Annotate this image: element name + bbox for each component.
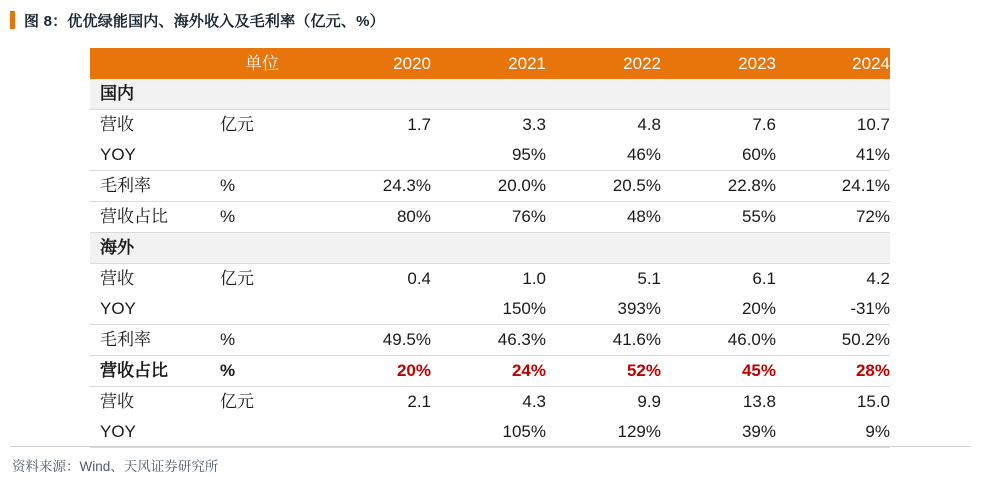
cell-2020: [316, 294, 431, 325]
title-accent-bar: [10, 11, 15, 29]
cell-2023: 55%: [661, 202, 776, 233]
cell-2024: 41%: [776, 140, 890, 171]
cell-2024: 10.7: [856, 115, 890, 134]
th-row-label: [90, 48, 208, 79]
cell-2024: 15.0: [856, 392, 890, 411]
cell-2022: 9.9: [637, 392, 661, 411]
cell-2020: 49.5%: [316, 325, 431, 356]
th-unit: 单位: [208, 48, 316, 79]
cell-2023: 39%: [661, 417, 776, 448]
table-row: [90, 325, 890, 356]
cell-label: 海外: [90, 233, 208, 264]
cell-2020: 0.4: [407, 269, 431, 288]
th-2023: 2023: [661, 48, 776, 79]
financial-table: [90, 48, 890, 448]
cell-unit: [208, 233, 316, 264]
cell-unit: 亿元: [220, 392, 254, 411]
cell-2021: [431, 233, 546, 264]
cell-2022: 41.6%: [546, 325, 661, 356]
table-row: [90, 264, 890, 295]
table-row: [90, 233, 890, 264]
cell-2020: [316, 79, 431, 110]
cell-label: 毛利率: [90, 325, 208, 356]
cell-2022: 5.1: [637, 269, 661, 288]
cell-label: YOY: [90, 140, 208, 171]
cell-2021: [431, 79, 546, 110]
cell-label: YOY: [90, 294, 208, 325]
cell-unit: [208, 79, 316, 110]
table-row: [90, 356, 890, 387]
cell-2020: [316, 140, 431, 171]
table-row: [90, 294, 890, 325]
th-2020: 2020: [316, 48, 431, 79]
table-row: [90, 171, 890, 202]
cell-2023: [661, 79, 776, 110]
cell-unit: 亿元: [220, 115, 254, 134]
table-row: [90, 387, 890, 418]
cell-2023: 60%: [661, 140, 776, 171]
cell-unit: [208, 417, 316, 448]
figure-title-row: [0, 0, 981, 40]
cell-2022: 46%: [546, 140, 661, 171]
cell-label: 营收: [100, 115, 134, 134]
cell-2020: 20%: [316, 356, 431, 387]
table-header-row: [90, 48, 890, 79]
cell-label: 营收占比: [90, 356, 208, 387]
cell-2023: [661, 233, 776, 264]
cell-label: 国内: [90, 79, 208, 110]
cell-2020: 1.7: [407, 115, 431, 134]
cell-2022: 393%: [546, 294, 661, 325]
cell-2024: 4.2: [866, 269, 890, 288]
cell-2023: 20%: [661, 294, 776, 325]
table-body: [90, 79, 890, 448]
cell-unit: %: [208, 171, 316, 202]
cell-2024: 72%: [776, 202, 890, 233]
cell-2022: 129%: [546, 417, 661, 448]
th-2024: 2024: [776, 48, 890, 79]
cell-2022: 20.5%: [546, 171, 661, 202]
cell-2024: [776, 79, 890, 110]
cell-label: 营收占比: [90, 202, 208, 233]
table-header: [90, 48, 890, 79]
cell-2024: [776, 233, 890, 264]
cell-unit: %: [208, 202, 316, 233]
cell-unit: %: [208, 356, 316, 387]
cell-2021: 3.3: [522, 115, 546, 134]
source-note: 资料来源：Wind、天风证券研究所: [12, 459, 219, 474]
table-row: [90, 79, 890, 110]
cell-2020: [316, 417, 431, 448]
cell-2023: 7.6: [752, 115, 776, 134]
cell-2021: 46.3%: [431, 325, 546, 356]
cell-2021: 95%: [431, 140, 546, 171]
table-row: [90, 110, 890, 141]
table-row: [90, 202, 890, 233]
cell-2024: 9%: [776, 417, 890, 448]
cell-label: YOY: [90, 417, 208, 448]
cell-unit: %: [208, 325, 316, 356]
cell-2021: 4.3: [522, 392, 546, 411]
cell-unit: 亿元: [220, 269, 254, 288]
cell-2021: 1.0: [522, 269, 546, 288]
cell-2023: 13.8: [742, 392, 776, 411]
cell-unit: [208, 140, 316, 171]
cell-2020: 80%: [316, 202, 431, 233]
page-title: 图 8：优优绿能国内、海外收入及毛利率（亿元、%）: [24, 12, 385, 30]
cell-2023: 45%: [661, 356, 776, 387]
cell-2024: 50.2%: [776, 325, 890, 356]
divider: [10, 446, 971, 447]
cell-2022: 52%: [546, 356, 661, 387]
cell-2022: [546, 79, 661, 110]
cell-2024: 28%: [776, 356, 890, 387]
th-2021: 2021: [431, 48, 546, 79]
table-row: [90, 417, 890, 448]
table-row: [90, 140, 890, 171]
cell-2021: 150%: [431, 294, 546, 325]
cell-2021: 105%: [431, 417, 546, 448]
cell-2022: [546, 233, 661, 264]
financial-table-wrapper: [90, 48, 890, 448]
cell-2022: 4.8: [637, 115, 661, 134]
cell-label: 毛利率: [90, 171, 208, 202]
cell-label: 营收: [100, 392, 134, 411]
cell-2023: 22.8%: [661, 171, 776, 202]
cell-2021: 76%: [431, 202, 546, 233]
cell-2024: 24.1%: [776, 171, 890, 202]
cell-2021: 24%: [431, 356, 546, 387]
cell-2020: [316, 233, 431, 264]
cell-unit: [208, 294, 316, 325]
cell-2021: 20.0%: [431, 171, 546, 202]
cell-2024: -31%: [776, 294, 890, 325]
cell-2023: 6.1: [752, 269, 776, 288]
th-2022: 2022: [546, 48, 661, 79]
cell-2020: 24.3%: [316, 171, 431, 202]
cell-2023: 46.0%: [661, 325, 776, 356]
cell-2020: 2.1: [407, 392, 431, 411]
cell-2022: 48%: [546, 202, 661, 233]
cell-label: 营收: [100, 269, 134, 288]
